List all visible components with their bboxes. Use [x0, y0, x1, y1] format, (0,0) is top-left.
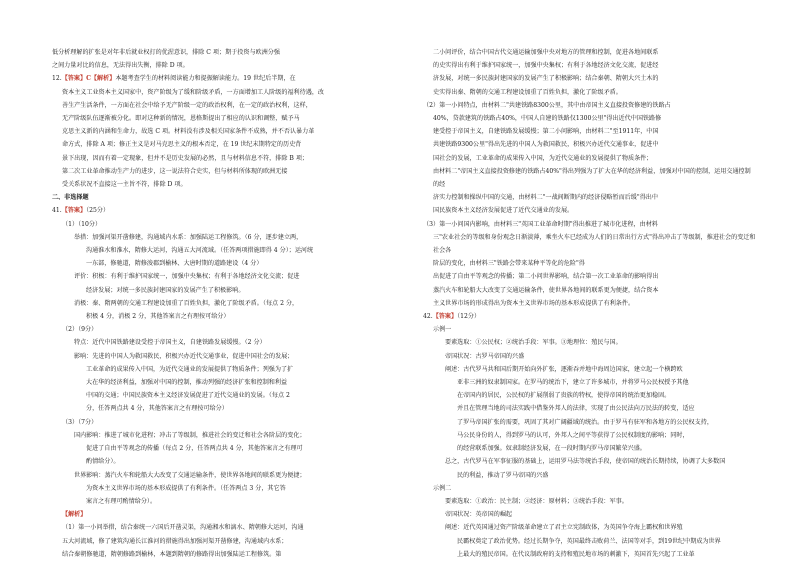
line-text: 主义世界市场的形成得出为资本主义世界市场的基本形成提供了有利条件。: [433, 299, 635, 307]
text-line: [52, 112, 399, 125]
line-text: 建受控于帝国主义，自建铁路发展缓慢；第二小问影响，由材料二"至1911年，中国: [433, 128, 659, 136]
line-text: （3）（7分）: [62, 418, 98, 426]
line-text: 马公民身份的人，得到罗马的认可，外邦人之间平等获得了公民权制度的影响；同时，: [457, 431, 689, 439]
line-text: 示例二: [433, 484, 452, 492]
text-line: [423, 416, 756, 429]
text-line: [423, 86, 756, 99]
text-line: [52, 270, 399, 283]
text-line: [52, 508, 399, 521]
line-text: 济发展，对统一多民族封建国家的发展产生了积极影响；结合秦朝、隋朝大兴土木的: [433, 75, 659, 83]
answer-tag: 【答案】: [432, 313, 458, 321]
line-text: 的史实得出有利于维护国家统一，加强中央集权；有利于各地经济文化交流，促进经: [433, 62, 659, 70]
line-text: 40%，贷款建筑的铁路占40%，中国人自建的铁路仅1300公里"得出近代中国铁路修: [433, 115, 662, 123]
text-line: [52, 323, 399, 336]
line-text: 中国的交通；中国民族资本主义经济发展促进了近代交通业的发展。（每点 2: [86, 392, 290, 400]
line-text: 国内影响：推进了城市化进程；冲击了等级制，推进社会的变迁和社会各阶层的变化；: [74, 431, 306, 439]
answer-tag: 【解析】: [62, 511, 87, 519]
line-text: 影响：先进的中国人为救国救民，积极兴办近代交通事业，促进中国社会的发展；: [74, 352, 294, 360]
line-text: （3）第一小问国内影响，由材料三"英国工业革命时期"得出推进了城市化进程，由材料: [423, 220, 658, 228]
text-line: [52, 46, 399, 59]
text-line: [423, 350, 756, 363]
line-text: 五大河流域，修了建筑沟通长江淮河的措施得出加强河渠开凿修建，沟通域内水系；: [62, 537, 288, 545]
line-text: （1）第一小问举措，结合秦统一六国后开凿灵渠，沟通湘水和漓水、隋朝修大运河，沟通: [62, 524, 304, 532]
text-line: [423, 152, 756, 165]
text-line: [423, 218, 756, 231]
text-line: [52, 138, 399, 151]
line-text: 蒸汽火车和轮船大大改变了交通运输条件，使世界各地间的联系更为便捷，结合资本: [433, 286, 659, 294]
text-line: [52, 99, 399, 112]
text-line: [52, 152, 399, 165]
line-text: 民的利益，推动了罗马帝国的兴盛: [457, 471, 549, 479]
line-text: 评价：积极：有利于维护国家统一，加强中央集权；有利于各地经济文化交流；促进: [74, 273, 300, 281]
line-text: 上最大的殖民帝国。在代议制政府的支持和殖民地市场的刺激下，英国首先兴起了工业革: [457, 550, 695, 558]
line-text: 阶层的变化，由材料三"铁路会带来某种平等化的危险"得: [433, 260, 585, 268]
text-line: [423, 402, 756, 415]
text-line: [423, 297, 756, 310]
text-line: [423, 323, 756, 336]
line-text: 案言之有理可酌情给分）。: [86, 497, 157, 505]
line-text: 善生产生活条件，一方面在社会中给予无产阶级一定的政治权利，在一定的政治权利，这样，: [62, 101, 312, 109]
line-text: 阐述：古代罗马共和国后期开始向外扩张，逐渐吞并地中海周边国家，建立起一个横跨欧: [445, 365, 683, 373]
line-text: 特点：近代中国铁路建设受控于帝国主义，自建铁路发展缓慢。（2 分）: [74, 339, 266, 347]
line-text: 第二次工业革命推动生产力的进步，这一说法符合史实，但与材料所体现的欧洲无接: [62, 167, 288, 175]
line-text: 国社会的发展，工业革命的成果传入中国，为近代交通业的发展提供了物质条件；: [433, 154, 653, 162]
line-text: 为资本主义世界市场的基本形成提供了有利条件。（任答两点 3 分，其它答: [86, 484, 286, 492]
text-line: [423, 257, 756, 270]
line-text: 分，任答两点共 4 分，其他答案言之有理按可给分）: [86, 405, 228, 413]
text-line: [52, 257, 399, 270]
text-line: [52, 178, 399, 191]
line-text: 民霸权奠定了政治优势。经过长期争夺，英国最终击败荷兰、法国等对手，到19世纪中期成为世界: [457, 537, 721, 545]
line-text: 举措：加强河渠开凿修建，沟通域内水系：加强陆运工程修筑。（6 分，逐步建立两，: [74, 233, 303, 241]
text-line: [52, 442, 399, 455]
text-line: [423, 442, 756, 455]
line-text: 示例一: [433, 326, 452, 334]
line-text: 克思主义新的内涵和生命力，故选 C 项。材料没有涉及相关国家条件不成熟，并不否认暴力革: [62, 128, 315, 136]
line-text: 二、非选择题: [52, 194, 89, 202]
line-text: 积极 4 分，消极 2 分，其他答案言之有理按可给分）: [86, 313, 230, 321]
text-line: [52, 244, 399, 257]
text-line: [52, 231, 399, 244]
text-line: [423, 59, 756, 72]
line-text: 在帝国内的居民，公民权的扩展削弱了贵族的特权，使得帝国的统治更加稳固。: [457, 392, 671, 400]
text-line: [423, 429, 756, 442]
question-number: 12.: [52, 75, 62, 83]
line-text: 消极：秦、隋两朝的交通工程建设加重了百姓负担，激化了阶级矛盾。（每点 2 分，: [74, 299, 299, 307]
line-text: 沟通淮水和淮水，隋修大运河，沟通五大河流域。（任答两项措施即得 4 分）；运河统: [86, 247, 314, 255]
line-text: 亚非三洲的奴隶制国家。在罗马的统治下，建立了许多城市，并将罗马公民权授予其他: [457, 379, 689, 387]
line-text: 要素选取：①政治：民主制；②经济：原材料；③统治手段：军事。: [445, 497, 628, 505]
text-line: [52, 376, 399, 389]
line-text: 景下出现，因而有着一定现象，但并不是历史发展的必然，且与材料信息不符，排除 B 项；: [62, 154, 309, 162]
text-line: [423, 389, 756, 402]
text-line: [423, 310, 756, 323]
text-line: [423, 548, 756, 561]
line-text: 并且在管理当地的司法实践中借鉴外邦人的法律，实现了由公民法向万民法的转变，适应: [457, 405, 695, 413]
text-line: [52, 455, 399, 468]
line-text: 结合秦朝修驰道，隋朝修路到榆林，本题到隋朝的修路得出加强陆运工程修筑。第: [62, 550, 282, 558]
line-text: 二小问评价，结合中国古代交通运输加强中央对地方的管理和控制，促进各地间联系: [433, 49, 659, 56]
text-line: [52, 548, 399, 561]
line-text: 总之，古代罗马在军事征服的基础上，运用罗马法等统治手段，使帝国的统治长期持续，协调了大多数国: [445, 458, 726, 466]
line-text: 大在华的经济利益，加强对中国的控制，推动列强的经济扩张和控制和利益: [86, 379, 288, 387]
line-text: 无产阶级队伍逐渐被分化。即对这种新的情况，恩格斯提出了相应的认识和调整，赋予马: [62, 115, 300, 123]
text-line: [423, 125, 756, 138]
text-line: [52, 284, 399, 297]
text-line: [52, 402, 399, 415]
text-line: [423, 191, 756, 204]
text-line: [423, 363, 756, 376]
line-text: 世界影响：蒸汽火车和轮船大大改变了交通运输条件，使世界各地间的联系更为便捷；: [74, 471, 306, 479]
text-line: [423, 46, 756, 59]
text-line: [52, 125, 399, 138]
text-line: [52, 297, 399, 310]
line-text: 工业革命的成果传入中国，为近代交通业的发展提供了物质条件；列强为了扩: [86, 365, 294, 373]
text-line: [52, 416, 399, 429]
text-line: [423, 336, 756, 349]
line-text: 一东部，修驰道，隋修浚郡到榆林、大唐时期的道路建设（4 分）: [86, 260, 263, 268]
text-line: [52, 363, 399, 376]
line-text: 由材料二"帝国主义直接投资修建的铁路占40%"得出列强为了扩大在华的经济利益，加强对中国的控制，运用交通控制的经: [433, 167, 751, 189]
line-text: 经济发展；对统一多民族封建国家的发展产生了积极影响。: [86, 286, 245, 294]
right-column: [423, 46, 756, 558]
line-text: 了罗马帝国扩张的需要，巩固了其对广阔疆域的统治。由于罗马有驻军和各地方的公民权支持，: [457, 418, 713, 426]
answer-tag: 【答案】: [61, 207, 87, 215]
line-text: （1）（10分）: [62, 220, 102, 228]
text-line: [423, 284, 756, 297]
text-line: [423, 99, 756, 112]
line-text: 史实得出秦、隋朝的交通工程建设加重了百姓负担，激化了阶级矛盾。: [433, 88, 622, 96]
text-line: [52, 218, 399, 231]
text-line: [52, 482, 399, 495]
text-line: [52, 86, 399, 99]
text-line: [423, 204, 756, 217]
line-text: 酌情给分）。: [86, 458, 120, 466]
text-line: [52, 495, 399, 508]
text-line: [423, 231, 756, 257]
text-line: [423, 72, 756, 85]
text-line: [52, 165, 399, 178]
text-line: [423, 138, 756, 151]
question-number: 41.: [52, 207, 62, 215]
text-line: [52, 535, 399, 548]
left-column: [52, 46, 399, 558]
text-line: [423, 508, 756, 521]
line-text: 受关系状况不直接这一主旨不符，排除 D 项。: [62, 181, 187, 189]
line-text: 出促进了自由平等观念的传播；第二小问世界影响，结合第一次工业革命的影响得出: [433, 273, 659, 281]
text-line: [423, 455, 756, 468]
text-line: [52, 350, 399, 363]
text-line: [423, 376, 756, 389]
line-text: 资本主义工业资本主义国家中，资产阶级为了缓和阶级矛盾，一方面增加工人阶级的福利待遇，改: [62, 88, 325, 96]
line-text: 命方式，排除 A 项；修正主义是对马克思主义的根本否定，在 19 世纪末期特定的历史背: [62, 141, 302, 149]
line-text: 低分析理解的扩张是对年非后就业权打的优渥意识，排除 C 项；期于投资与欧洲分强: [52, 49, 280, 56]
text-line: [423, 521, 756, 534]
text-line: [423, 270, 756, 283]
text-line: [52, 336, 399, 349]
answer-tag: 【答案】C【解析】: [61, 75, 116, 83]
line-text: （25分）: [86, 207, 110, 215]
line-text: 帝国状况：英帝国的崛起: [445, 511, 513, 519]
text-line: [423, 495, 756, 508]
line-text: 之间力量对比的信息，无法得出失衡，排除 D 项。: [52, 62, 189, 70]
text-line: [52, 389, 399, 402]
text-line: [52, 59, 399, 72]
text-line: [52, 469, 399, 482]
text-line: [52, 310, 399, 323]
question-number: 42.: [423, 313, 433, 321]
text-line: [52, 191, 399, 204]
text-line: [52, 72, 399, 85]
line-text: 国民族资本主义经济发展促进了近代交通业的发展。: [433, 207, 574, 215]
line-text: 帝国状况：古罗马帝国的兴盛: [445, 352, 525, 360]
text-line: [52, 204, 399, 217]
line-text: 的经营联系加强。奴隶制经济发展，在一段时期内罗马帝国繁荣兴盛。: [457, 445, 646, 453]
text-line: [423, 112, 756, 125]
line-text: （2）（9分）: [62, 326, 98, 334]
line-text: 共建铁路9300公里"得出先进的中国人为救国救民，积极兴办近代交通事业，促进中: [433, 141, 659, 149]
line-text: 促进了自由平等观念的传播（每点 2 分，任答两点共 4 分，其他答案言之有理可: [86, 445, 303, 453]
text-line: [423, 535, 756, 548]
text-line: [423, 469, 756, 482]
line-text: 阐述：近代英国通过资产阶级革命建立了君主立宪制政体，为英国争夺海上霸权和世界殖: [445, 524, 683, 532]
line-text: 济实力控制和操纵中国的交通，由材料二"一战间断期内的经济侵略暂而后缓"得出中: [433, 194, 658, 202]
line-text: （12分）: [457, 313, 481, 321]
line-text: 三"农业社会的等级和身份观念日渐淡薄，乘坐火车已经成为人们的日常出行方式"得出冲击了等级制，推进社会的变迁和社会各: [433, 233, 756, 255]
text-line: [423, 482, 756, 495]
text-line: [52, 521, 399, 534]
line-text: 本题考查学生的材料阅读能力和提振解读能力。19 世纪后半期，在: [115, 75, 296, 83]
line-text: （2）第一小问特点，由材料二"共建铁路8300公里，其中由帝国主义直接投资修建的铁路占: [423, 101, 671, 109]
text-line: [423, 165, 756, 191]
text-line: [52, 429, 399, 442]
line-text: 要素选取：①公民权；②统治手段：军事。③地理位：殖民与国。: [445, 339, 622, 347]
